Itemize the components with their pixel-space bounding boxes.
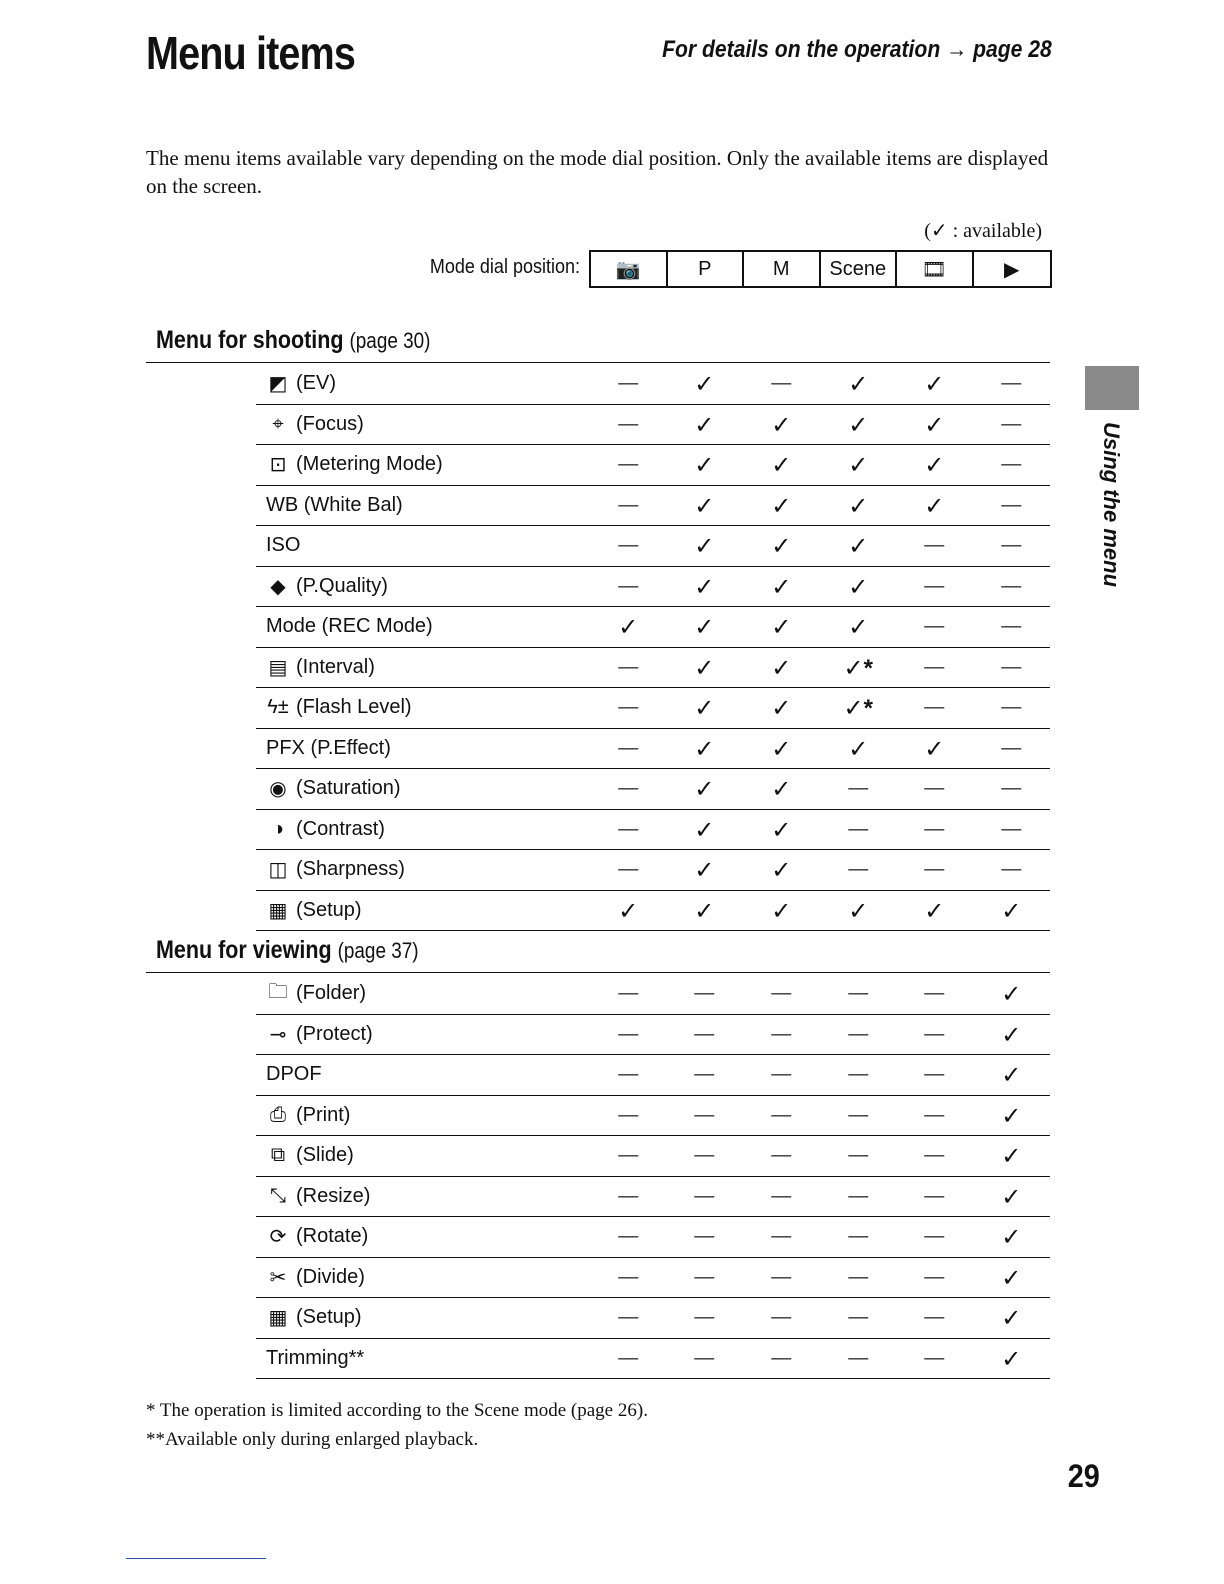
available-mark: ✓*: [843, 654, 873, 682]
available-mark: ✓: [848, 533, 869, 560]
shooting-table: [256, 364, 1050, 931]
unavailable-mark: —: [1001, 777, 1022, 799]
menu-item-name: [256, 1104, 598, 1127]
menu-item-name: [256, 453, 598, 476]
menu-item-name: [256, 1347, 598, 1370]
unavailable-mark: —: [694, 1103, 715, 1126]
menu-item-label: (Metering Mode): [296, 453, 443, 476]
available-mark: ✓: [771, 452, 792, 479]
unavailable-mark: —: [924, 1063, 945, 1085]
available-mark: ✓: [694, 573, 715, 601]
unavailable-mark: —: [1001, 655, 1022, 678]
protect-icon: ⊸: [269, 1023, 287, 1046]
menu-item-name: [256, 534, 598, 557]
menu-item-name: [256, 494, 598, 517]
unavailable-mark: —: [618, 453, 639, 475]
menu-item-name: [256, 696, 598, 719]
unavailable-mark: —: [771, 1063, 792, 1085]
available-mark: ✓: [771, 897, 792, 925]
available-mark: ✓: [694, 411, 715, 439]
viewing-section-title: Menu for viewing: [156, 936, 332, 964]
unavailable-mark: —: [848, 1022, 869, 1045]
available-mark: ✓: [694, 371, 715, 398]
table-row: [256, 810, 1050, 851]
setup-icon: ▦: [268, 899, 288, 922]
available-mark: ✓: [848, 371, 869, 398]
footnote-scene: * The operation is limited according to the Scene mode (page 26).: [146, 1400, 648, 1421]
resize-icon: ⤡: [270, 1184, 286, 1207]
unavailable-mark: —: [848, 858, 869, 880]
shooting-section-heading: [156, 326, 430, 355]
unavailable-mark: —: [924, 1103, 945, 1126]
unavailable-mark: —: [924, 817, 945, 840]
table-row: [256, 364, 1050, 405]
menu-item-label: (Divide): [296, 1265, 365, 1288]
unavailable-mark: —: [694, 1225, 715, 1247]
unavailable-mark: —: [924, 1184, 945, 1207]
table-row: [256, 1298, 1050, 1339]
unavailable-mark: —: [618, 1225, 639, 1247]
menu-item-name: [256, 858, 598, 881]
available-mark: ✓: [1001, 1143, 1022, 1170]
bottom-divider: [126, 1558, 266, 1559]
unavailable-mark: —: [924, 1022, 945, 1045]
available-mark: ✓: [694, 452, 715, 479]
menu-item-label: (Flash Level): [296, 696, 412, 719]
unavailable-mark: —: [771, 1144, 792, 1166]
footnotes: [146, 1396, 648, 1454]
unavailable-mark: —: [618, 1022, 639, 1045]
menu-item-label: DPOF: [266, 1063, 322, 1086]
available-mark: ✓: [771, 857, 792, 884]
unavailable-mark: —: [618, 574, 639, 597]
menu-item-name: [256, 372, 598, 395]
unavailable-mark: —: [924, 982, 945, 1004]
available-mark: ✓: [771, 695, 792, 722]
unavailable-mark: —: [771, 1184, 792, 1207]
menu-item-label: (Folder): [296, 982, 367, 1005]
divide-icon: ✂: [269, 1266, 287, 1289]
available-mark: ✓: [848, 452, 869, 479]
available-mark: ✓: [771, 776, 792, 803]
available-mark: ✓: [1001, 1021, 1022, 1049]
interval-icon: ▤: [268, 656, 288, 679]
table-row: [256, 607, 1050, 648]
menu-item-label: (Resize): [296, 1184, 371, 1207]
viewing-section-heading: [156, 936, 419, 965]
unavailable-mark: —: [771, 372, 792, 394]
unavailable-mark: —: [848, 1063, 869, 1085]
available-mark: ✓: [771, 654, 792, 682]
unavailable-mark: —: [924, 574, 945, 597]
viewing-top-rule: [146, 972, 1050, 973]
table-row: [256, 1136, 1050, 1177]
unavailable-mark: —: [924, 615, 945, 637]
ev-icon: ◩: [268, 373, 288, 396]
table-row: [256, 729, 1050, 770]
available-mark: ✓: [694, 492, 715, 520]
available-mark: ✓: [924, 492, 945, 520]
unavailable-mark: —: [924, 1225, 945, 1247]
unavailable-mark: —: [848, 817, 869, 840]
available-mark: ✓*: [843, 695, 873, 722]
available-mark: ✓: [1001, 1305, 1022, 1332]
unavailable-mark: —: [924, 1265, 945, 1288]
shooting-page-ref: (page 30): [349, 328, 431, 353]
slide-icon: ⧉: [270, 1144, 286, 1167]
unavailable-mark: —: [771, 1265, 792, 1288]
available-mark: ✓: [1001, 1183, 1022, 1211]
mode-position-m: M: [744, 252, 821, 286]
saturation-icon: ◉: [269, 778, 287, 801]
menu-item-name: [256, 818, 598, 841]
available-mark: ✓: [694, 533, 715, 560]
menu-item-label: Trimming**: [266, 1346, 365, 1369]
unavailable-mark: —: [618, 372, 639, 394]
unavailable-mark: —: [618, 858, 639, 880]
unavailable-mark: —: [848, 1306, 869, 1328]
table-row: [256, 688, 1050, 729]
unavailable-mark: —: [924, 777, 945, 799]
unavailable-mark: —: [618, 982, 639, 1004]
unavailable-mark: —: [771, 1346, 792, 1369]
table-row: [256, 1055, 1050, 1096]
page-number: 29: [1067, 1458, 1100, 1494]
available-mark: ✓: [694, 695, 715, 722]
mode-position-scene: Scene: [821, 252, 898, 286]
available-mark: ✓: [771, 573, 792, 601]
available-mark: ✓: [618, 614, 639, 641]
table-row: [256, 648, 1050, 689]
menu-item-name: [256, 1023, 598, 1046]
available-mark: ✓: [771, 614, 792, 641]
focus-icon: ⌖: [272, 412, 284, 435]
available-mark: ✓: [924, 411, 945, 439]
available-mark: ✓: [924, 371, 945, 398]
menu-item-name: [256, 1225, 598, 1248]
unavailable-mark: —: [618, 493, 639, 516]
available-mark: ✓: [694, 816, 715, 844]
unavailable-mark: —: [924, 696, 945, 718]
mode-position-p: P: [668, 252, 745, 286]
available-mark: ✓: [848, 735, 869, 763]
quality-icon: ◆: [270, 575, 286, 598]
menu-item-name: [256, 656, 598, 679]
table-row: [256, 526, 1050, 567]
playback-icon: ▶: [1004, 258, 1020, 281]
unavailable-mark: —: [1001, 817, 1022, 840]
unavailable-mark: —: [618, 1306, 639, 1328]
menu-item-label: (Rotate): [296, 1225, 369, 1248]
unavailable-mark: —: [618, 1063, 639, 1085]
camera-icon: 📷: [591, 252, 668, 286]
metering-icon: ⊡: [269, 454, 287, 477]
menu-item-name: [256, 982, 598, 1005]
menu-item-label: (Protect): [296, 1022, 373, 1045]
unavailable-mark: —: [1001, 453, 1022, 475]
unavailable-mark: —: [618, 655, 639, 678]
available-mark: ✓: [771, 735, 792, 763]
table-row: [256, 1339, 1050, 1380]
menu-item-name: [256, 1144, 598, 1167]
sharpness-icon: ◫: [268, 859, 288, 882]
available-mark: ✓: [848, 492, 869, 520]
available-mark: ✓: [694, 614, 715, 641]
available-mark: ✓: [848, 897, 869, 925]
available-mark: ✓: [1001, 897, 1022, 925]
unavailable-mark: —: [924, 1346, 945, 1369]
table-row: [256, 1217, 1050, 1258]
menu-item-label: (EV): [296, 372, 336, 395]
unavailable-mark: —: [771, 982, 792, 1004]
table-row: [256, 445, 1050, 486]
flash-level-icon: ϟ±: [267, 696, 289, 719]
unavailable-mark: —: [694, 1144, 715, 1166]
menu-item-label: (Slide): [296, 1144, 354, 1167]
viewing-page-ref: (page 37): [337, 938, 419, 963]
viewing-table: [256, 974, 1050, 1379]
unavailable-mark: —: [694, 1184, 715, 1207]
menu-item-label: Mode (REC Mode): [266, 615, 433, 638]
available-mark: ✓: [771, 411, 792, 439]
available-mark: ✓: [1001, 1264, 1022, 1292]
contrast-icon: ◑: [271, 817, 285, 840]
table-row: [256, 1096, 1050, 1137]
unavailable-mark: —: [771, 1225, 792, 1247]
unavailable-mark: —: [618, 777, 639, 799]
menu-item-label: (Saturation): [296, 777, 401, 800]
unavailable-mark: —: [618, 817, 639, 840]
unavailable-mark: —: [618, 736, 639, 759]
menu-item-name: [256, 1185, 598, 1208]
unavailable-mark: —: [848, 1103, 869, 1126]
unavailable-mark: —: [771, 1103, 792, 1126]
unavailable-mark: —: [694, 1265, 715, 1288]
print-icon: ⎙: [270, 1103, 286, 1126]
details-reference: For details on the operation → page 28: [662, 36, 1052, 63]
unavailable-mark: —: [1001, 736, 1022, 759]
setup-icon: ▦: [268, 1307, 288, 1330]
menu-item-label: (P.Quality): [296, 574, 388, 597]
menu-item-label: WB (White Bal): [266, 493, 403, 516]
available-mark: ✓: [1001, 1224, 1022, 1251]
unavailable-mark: —: [1001, 412, 1022, 435]
footnote-trimming: **Available only during enlarged playback.: [146, 1429, 479, 1450]
movie-icon: 🎞: [897, 252, 974, 286]
menu-item-name: [256, 899, 598, 922]
available-mark: ✓: [771, 816, 792, 844]
unavailable-mark: —: [848, 1265, 869, 1288]
table-row: [256, 1258, 1050, 1299]
rotate-icon: ⟳: [269, 1226, 287, 1249]
available-mark: ✓: [924, 452, 945, 479]
unavailable-mark: —: [1001, 574, 1022, 597]
menu-item-label: PFX (P.Effect): [266, 736, 391, 759]
available-mark: ✓: [848, 411, 869, 439]
shooting-section-title: Menu for shooting: [156, 326, 344, 354]
unavailable-mark: —: [694, 1306, 715, 1328]
menu-item-name: [256, 413, 598, 436]
available-mark: ✓: [1001, 1062, 1022, 1089]
mode-dial-positions: [589, 250, 1052, 288]
available-mark: ✓: [924, 897, 945, 925]
menu-item-label: (Setup): [296, 1306, 362, 1329]
menu-item-name: [256, 777, 598, 800]
unavailable-mark: —: [618, 412, 639, 435]
menu-item-label: (Interval): [296, 655, 375, 678]
unavailable-mark: —: [924, 1306, 945, 1328]
menu-item-name: [256, 1063, 598, 1086]
unavailable-mark: —: [618, 1265, 639, 1288]
unavailable-mark: —: [1001, 372, 1022, 394]
available-mark: ✓: [924, 735, 945, 763]
unavailable-mark: —: [848, 1144, 869, 1166]
unavailable-mark: —: [848, 982, 869, 1004]
unavailable-mark: —: [924, 655, 945, 678]
unavailable-mark: —: [924, 534, 945, 556]
table-row: [256, 769, 1050, 810]
unavailable-mark: —: [694, 1346, 715, 1369]
unavailable-mark: —: [771, 1022, 792, 1045]
table-row: [256, 567, 1050, 608]
available-mark: ✓: [694, 857, 715, 884]
unavailable-mark: —: [1001, 615, 1022, 637]
unavailable-mark: —: [618, 1103, 639, 1126]
available-mark: ✓: [771, 492, 792, 520]
available-mark: ✓: [771, 533, 792, 560]
unavailable-mark: —: [1001, 858, 1022, 880]
unavailable-mark: —: [848, 1225, 869, 1247]
available-mark: ✓: [1001, 1102, 1022, 1130]
menu-item-name: [256, 615, 598, 638]
table-row: [256, 974, 1050, 1015]
unavailable-mark: —: [694, 982, 715, 1004]
unavailable-mark: —: [618, 1184, 639, 1207]
unavailable-mark: —: [1001, 493, 1022, 516]
shooting-top-rule: [146, 362, 1050, 363]
unavailable-mark: —: [618, 1346, 639, 1369]
unavailable-mark: —: [618, 1144, 639, 1166]
unavailable-mark: —: [694, 1063, 715, 1085]
menu-item-label: (Contrast): [296, 817, 385, 840]
table-row: [256, 405, 1050, 446]
available-mark: ✓: [848, 614, 869, 641]
unavailable-mark: —: [618, 696, 639, 718]
menu-item-name: [256, 737, 598, 760]
unavailable-mark: —: [618, 534, 639, 556]
unavailable-mark: —: [924, 858, 945, 880]
available-mark: ✓: [1001, 981, 1022, 1008]
unavailable-mark: —: [848, 1184, 869, 1207]
menu-item-name: [256, 1306, 598, 1329]
page-title: Menu items: [146, 27, 356, 79]
available-mark: ✓: [618, 897, 639, 925]
unavailable-mark: —: [771, 1306, 792, 1328]
unavailable-mark: —: [924, 1144, 945, 1166]
menu-item-label: (Print): [296, 1103, 351, 1126]
table-row: [256, 891, 1050, 932]
folder-icon: 🗀: [268, 980, 288, 1003]
availability-legend: (✓ : available): [924, 220, 1042, 242]
intro-paragraph: The menu items available vary depending on the mode dial position. Only the available items are displayed on the screen.: [146, 146, 1049, 198]
available-mark: ✓: [694, 654, 715, 682]
menu-item-label: (Sharpness): [296, 858, 405, 881]
menu-item-label: ISO: [266, 534, 301, 557]
mode-dial-label: Mode dial position:: [429, 256, 580, 278]
menu-item-label: (Focus): [296, 412, 364, 435]
unavailable-mark: —: [1001, 696, 1022, 718]
unavailable-mark: —: [694, 1022, 715, 1045]
unavailable-mark: —: [848, 1346, 869, 1369]
table-row: [256, 486, 1050, 527]
available-mark: ✓: [694, 897, 715, 925]
table-row: [256, 1015, 1050, 1056]
table-row: [256, 1177, 1050, 1218]
menu-item-label: (Setup): [296, 898, 362, 921]
sidebar-tab-marker: [1085, 366, 1139, 410]
menu-item-name: [256, 1266, 598, 1289]
unavailable-mark: —: [1001, 534, 1022, 556]
available-mark: ✓: [848, 573, 869, 601]
available-mark: ✓: [694, 735, 715, 763]
available-mark: ✓: [694, 776, 715, 803]
unavailable-mark: —: [848, 777, 869, 799]
sidebar-section-label: Using the menu: [1099, 422, 1124, 588]
available-mark: ✓: [1001, 1345, 1022, 1373]
menu-item-name: [256, 575, 598, 598]
table-row: [256, 850, 1050, 891]
